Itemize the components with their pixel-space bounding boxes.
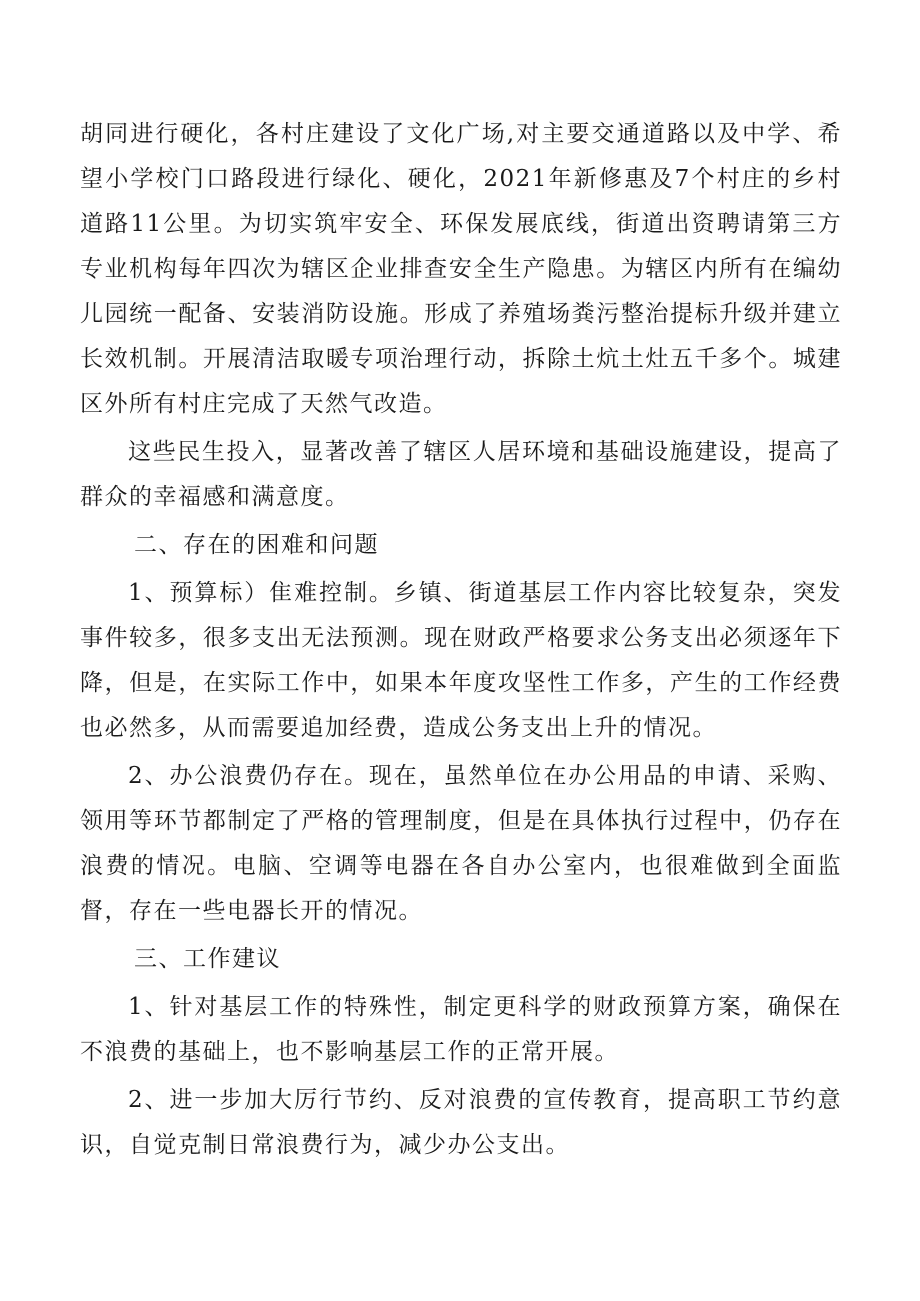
section-heading-problems: 二、存在的困难和问题 bbox=[134, 532, 379, 558]
paragraph-suggestion-budget: 1、针对基层工作的特殊性，制定更科学的财政预算方案，确保在不浪费的基础上，也不影响基层工作的正常开展。 bbox=[80, 994, 842, 1065]
section-heading-suggestions: 三、工作建议 bbox=[134, 946, 281, 972]
paragraph-infrastructure: 胡同进行硬化，各村庄建设了文化广场,对主要交通道路以及中学、希望小学校门口路段进行绿化、硬化，2021年新修惠及7个村庄的乡村道路11公里。为切实筑牢安全、环保发展底线，街道出资聘请第三方专业机构每年四次为辖区企业排查安全生产隐患。为辖区内所有在编幼儿园统一配备、安装消防设施。形成了养殖场粪污整治提标升级并建立长效机制。开展清洁取暖专项治理行动，拆除土炕土灶五千多个。城建区外所有村庄完成了天然气改造。 bbox=[80, 121, 842, 417]
paragraph-problem-budget: 1、预算标）隹难控制。乡镇、街道基层工作内容比较复杂，突发事件较多，很多支出无法预测。现在财政严格要求公务支出必须逐年下降，但是，在实际工作中，如果本年度攻坚性工作多，产生的工作经费也必然多，从而需要追加经费，造成公务支出上升的情况。 bbox=[80, 580, 842, 741]
paragraph-suggestion-thrift: 2、进一步加大厉行节约、反对浪费的宣传教育，提高职工节约意识，自觉克制日常浪费行为，减少办公支出。 bbox=[80, 1087, 842, 1158]
paragraph-livelihood-impact: 这些民生投入，显著改善了辖区人居环境和基础设施建设，提高了群众的幸福感和满意度。 bbox=[80, 439, 842, 510]
paragraph-problem-waste: 2、办公浪费仍存在。现在，虽然单位在办公用品的申请、采购、领用等环节都制定了严格的管理制度，但是在具体执行过程中，仍存在浪费的情况。电脑、空调等电器在各自办公室内，也很难做到全面监督，存在一些电器长开的情况。 bbox=[80, 763, 842, 924]
